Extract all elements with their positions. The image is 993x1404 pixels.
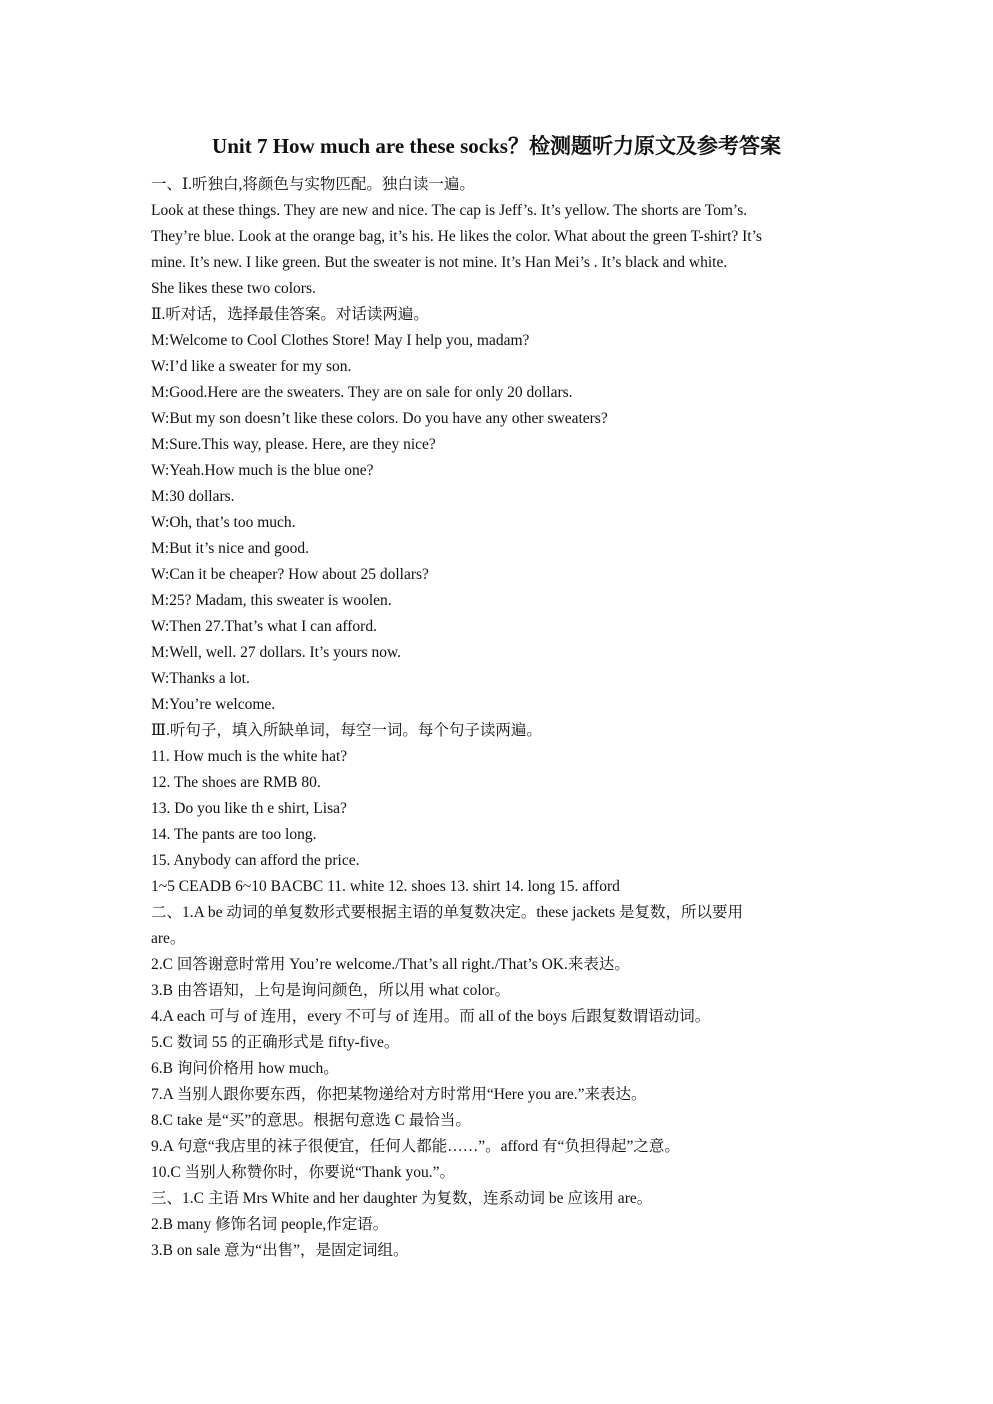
sentence-line: 12. The shoes are RMB 80. [151, 774, 321, 791]
answer-key-line: 1~5 CEADB 6~10 BACBC 11. white 12. shoes 13. shirt 14. long 15. afford [151, 878, 620, 895]
document-title: Unit 7 How much are these socks？检测题听力原文及参考答案 [212, 134, 781, 158]
document-body [151, 172, 851, 1264]
dialogue-line: M:Well, well. 27 dollars. It’s yours now. [151, 644, 402, 661]
dialogue-line: M:Sure.This way, please. Here, are they nice? [151, 436, 436, 453]
monologue-line: Look at these things. They are new and nice. The cap is Jeff’s. It’s yellow. The shorts are Tom’s. [151, 202, 748, 219]
dialogue-line: W:Thanks a lot. [151, 670, 250, 687]
sentence-line: 15. Anybody can afford the price. [151, 852, 360, 869]
monologue-line: They’re blue. Look at the orange bag, it’s his. He likes the color. What about the green T-shirt? It’s [151, 228, 762, 245]
explanation-line: 8.C take 是“买”的意思。根据句意选 C 最恰当。 [151, 1112, 471, 1129]
dialogue-line: W:Oh, that’s too much. [151, 514, 296, 531]
explanation-line: 2.B many 修饰名词 people,作定语。 [151, 1216, 389, 1233]
sentence-line: 13. Do you like th e shirt, Lisa? [151, 800, 347, 817]
explanation-line: 5.C 数词 55 的正确形式是 fifty-five。 [151, 1034, 400, 1051]
dialogue-line: W:I’d like a sweater for my son. [151, 358, 352, 375]
explanation-line: 3.B 由答语知，上句是询问颜色，所以用 what color。 [151, 982, 511, 999]
section-3-heading: Ⅲ.听句子，填入所缺单词，每空一词。每个句子读两遍。 [151, 722, 542, 739]
dialogue-line: W:Can it be cheaper? How about 25 dollars? [151, 566, 429, 583]
explanation-line: 2.C 回答谢意时常用 You’re welcome./That’s all right./That’s OK.来表达。 [151, 956, 630, 973]
explanation-line: 二、1.A be 动词的单复数形式要根据主语的单复数决定。these jackets 是复数，所以要用 [151, 904, 743, 921]
dialogue-line: M:Welcome to Cool Clothes Store! May I help you, madam? [151, 332, 530, 349]
dialogue-line: M:25? Madam, this sweater is woolen. [151, 592, 392, 609]
dialogue-line: W:Then 27.That’s what I can afford. [151, 618, 377, 635]
explanation-line: 9.A 句意“我店里的袜子很便宜，任何人都能……”。afford 有“负担得起”之意。 [151, 1138, 680, 1155]
dialogue-line: W:Yeah.How much is the blue one? [151, 462, 374, 479]
explanation-line: are。 [151, 930, 186, 947]
explanation-line: 3.B on sale 意为“出售”，是固定词组。 [151, 1242, 409, 1259]
monologue-line: mine. It’s new. I like green. But the sweater is not mine. It’s Han Mei’s . It’s black and white. [151, 254, 728, 271]
explanation-line: 6.B 询问价格用 how much。 [151, 1060, 339, 1077]
dialogue-line: M:Good.Here are the sweaters. They are on sale for only 20 dollars. [151, 384, 573, 401]
monologue-line: She likes these two colors. [151, 280, 316, 297]
section-2-heading: Ⅱ.听对话，选择最佳答案。对话读两遍。 [151, 306, 429, 323]
explanation-line: 10.C 当别人称赞你时，你要说“Thank you.”。 [151, 1164, 455, 1181]
explanation-line: 4.A each 可与 of 连用，every 不可与 of 连用。而 all of the boys 后跟复数谓语动词。 [151, 1008, 711, 1025]
explanation-line: 7.A 当别人跟你要东西，你把某物递给对方时常用“Here you are.”来表达。 [151, 1086, 647, 1103]
dialogue-line: M:But it’s nice and good. [151, 540, 310, 557]
dialogue-line: W:But my son doesn’t like these colors. Do you have any other sweaters? [151, 410, 608, 427]
explanation-line: 三、1.C 主语 Mrs White and her daughter 为复数，连系动词 be 应该用 are。 [151, 1190, 653, 1207]
dialogue-line: M:30 dollars. [151, 488, 235, 505]
sentence-line: 11. How much is the white hat? [151, 748, 348, 765]
sentence-line: 14. The pants are too long. [151, 826, 317, 843]
dialogue-line: M:You’re welcome. [151, 696, 276, 713]
section-1-heading: 一、Ⅰ.听独白,将颜色与实物匹配。独白读一遍。 [151, 176, 475, 193]
